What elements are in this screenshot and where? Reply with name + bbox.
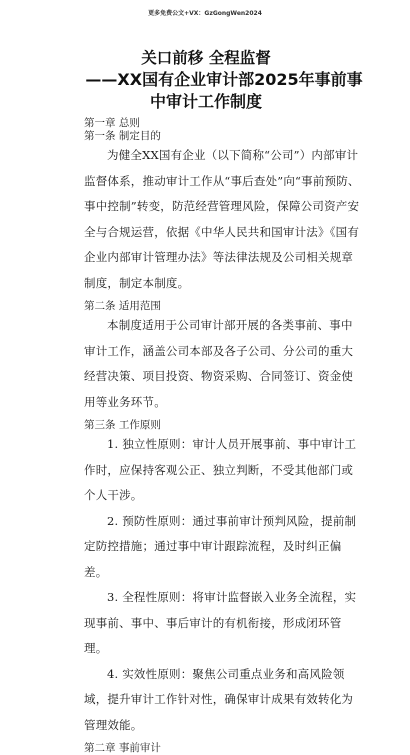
document-body	[84, 48, 364, 755]
principle-2: 2. 预防性原则：通过事前审计预判风险，提前制定防控措施；通过事中审计跟踪流程，及时纠正偏差。	[84, 513, 357, 579]
article-2-text: 本制度适用于公司审计部开展的各类事前、事中审计工作，涵盖公司本部及各子公司、分公司的重大经营决策、项目投资、物资采购、合同签订、资金使用等业务环节。	[84, 318, 354, 409]
article-1-text: 为健全XX国有企业（以下简称“公司”）内部审计监督体系，推动审计工作从“事后查处”向“事前预防、事中控制”转变，防范经营管理风险，保障公司资产安全与合规运营，依据《中华人民共和国审计法》《国有企业内部审计管理办法》等法律法规及公司相关规章制度，制定本制度。	[84, 148, 360, 290]
header-note: 更多免费公文+VX：GzGongWen2024	[148, 10, 262, 17]
chapter-1-heading: 第一章 总则	[84, 117, 140, 129]
article-2-heading: 第二条 适用范围	[84, 300, 161, 312]
principle-4: 4. 实效性原则：聚焦公司重点业务和高风险领域，提升审计工作针对性，确保审计成果有效转化为管理效能。	[84, 666, 354, 732]
title-line-1: 关口前移 全程监督	[141, 49, 271, 67]
title-line-3: 中审计工作制度	[149, 92, 262, 111]
principle-1: 1. 独立性原则：审计人员开展事前、事中审计工作时，应保持客观公正、独立判断，不受其他部门或个人干涉。	[84, 437, 357, 502]
title-line-2: ——XX国有企业审计部2025年事前事	[85, 70, 363, 89]
article-3-heading: 第三条 工作原则	[84, 419, 161, 431]
principle-3: 3. 全程性原则：将审计监督嵌入业务全流程，实现事前、事中、事后审计的有机衔接，形成闭环管理。	[84, 590, 357, 655]
article-1-heading: 第一条 制定目的	[84, 130, 161, 142]
chapter-2-heading: 第二章 事前审计	[84, 742, 161, 754]
